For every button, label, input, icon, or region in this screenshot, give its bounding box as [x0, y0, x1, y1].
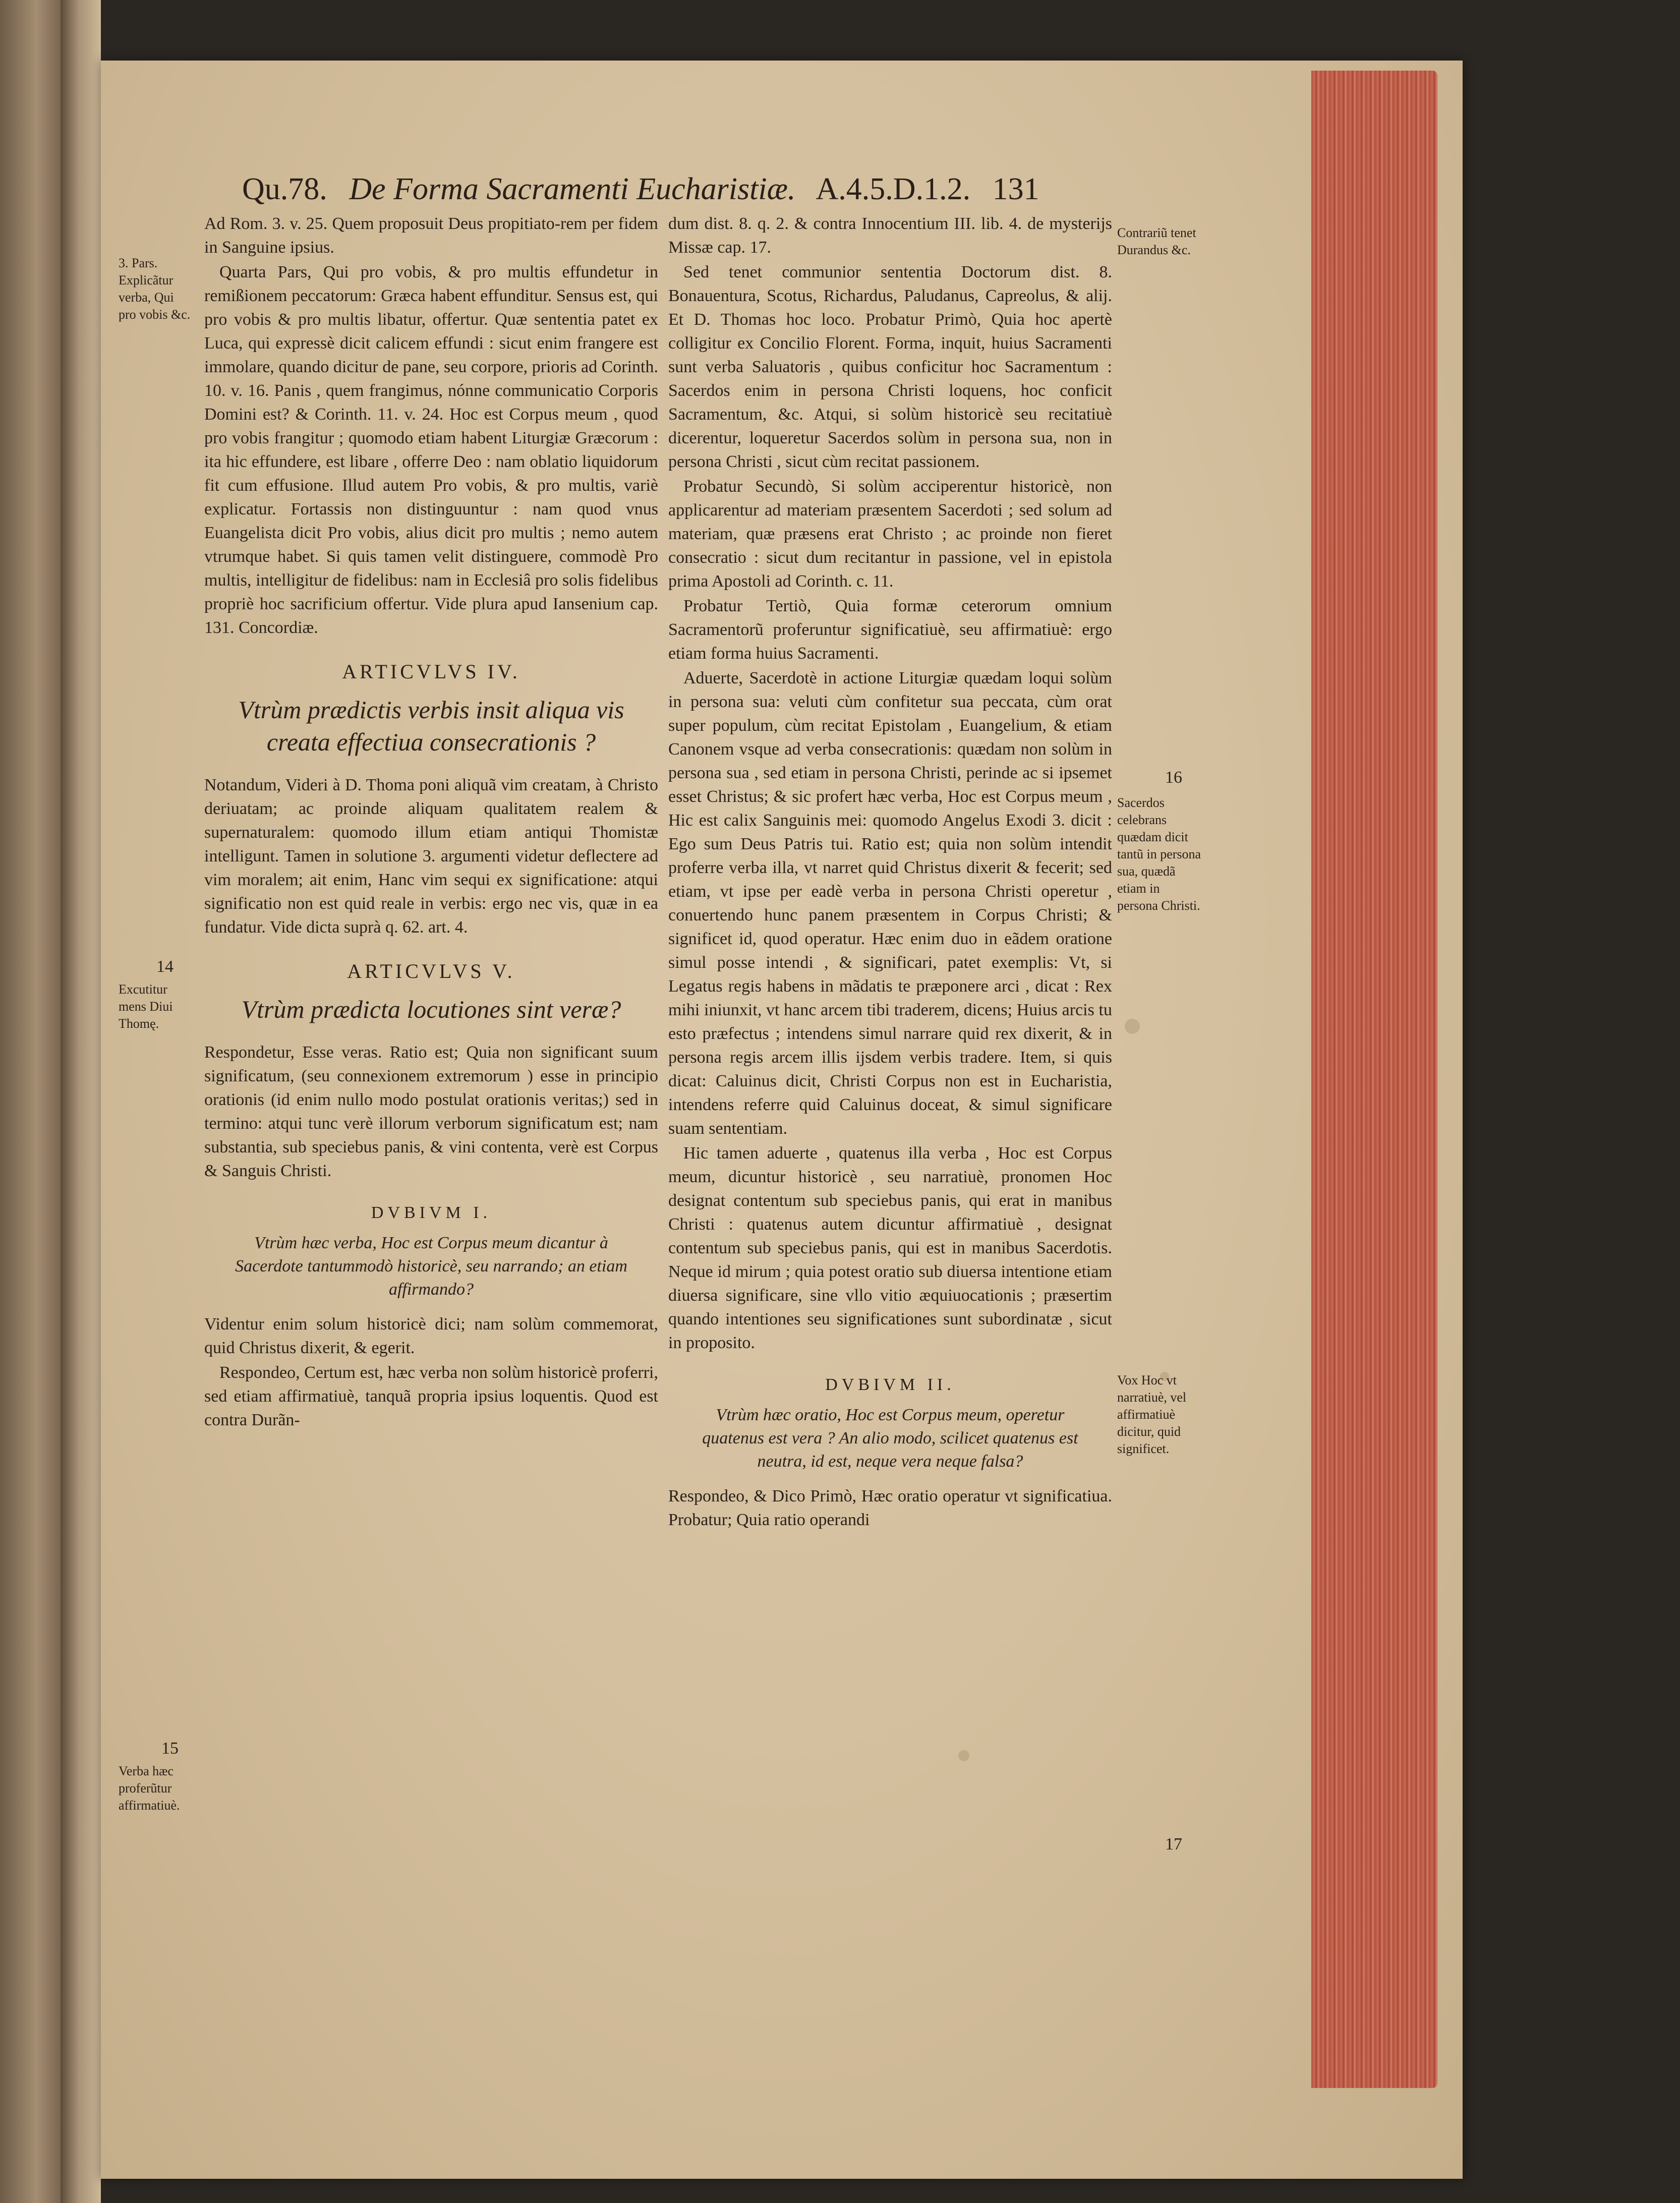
- paragraph: Ad Rom. 3. v. 25. Quem proposuit Deus propitiato-rem per fidem in Sanguine ipsius.: [204, 214, 658, 257]
- paragraph: Aduerte, Sacerdotè in actione Liturgiæ quædam loqui solùm in persona sua: veluti cùm confitetur sua peccata, cùm orat super populum, cùm recitat Epistolam , Euangelium, & etiam Canonem vsque ad verba consecrationis: quædam non solùm in persona sua , sed etiam in persona Christi, perinde ac si ipsemet esset Christus; & sic profert hæc verba, Hoc est Corpus meum , Hic est calix Sanguinis mei: quomodo Angelus Exodi 3. dicit : Ego sum Deus Patris tui. Ratio est; quia non solùm intendit proferre verba illa, vt narret quid Christus dixerit & fecerit; sed etiam, vt ipse per eadè verba in persona Christi operetur , conuertendo hunc panem præsentem in Corpus Christi; & significet id, quod operatur. Hæc enim duo in eãdem oratione simul posse intendi , & significari, patet exemplis: Vt, si Legatus regis habens in mãdatis te præponere arci , dicat : Rex mihi iniunxit, vt hanc arcem tibi traderem, dicens; Huius arcis tu esto præfectus ; intendens simul narrare quid rex dixerit, & in persona regis arcem illis ijsdem verbis tradere. Item, si quis dicat: Caluinus dicit, Christi Corpus non est in Eucharistia, intendens referre quid Caluinus doceat, & simul significare suam sententiam.: [668, 669, 1112, 1138]
- previous-page-edge: [0, 0, 61, 2203]
- dubium-heading: DVBIVM II.: [825, 1375, 955, 1394]
- paper-stain: [1125, 1019, 1140, 1034]
- margin-number: 17: [1165, 1835, 1182, 1853]
- left-text-column: [204, 212, 658, 1433]
- dubium-heading: DVBIVM I.: [371, 1203, 492, 1222]
- dubium-question: Vtrùm hæc oratio, Hoc est Corpus meum, operetur quatenus est vera ? An alio modo, scilicet quatenus est neutra, id est, neque vera neque falsa?: [702, 1406, 1078, 1471]
- dubium-question: Vtrùm hæc verba, Hoc est Corpus meum dicantur à Sacerdote tantummodò historicè, seu narrando; an etiam affirmando?: [235, 1234, 627, 1299]
- margin-note-right: Contrariũ tenet Durandus &c.: [1117, 225, 1196, 257]
- paragraph: Hic tamen aduerte , quatenus illa verba , Hoc est Corpus meum, dicuntur historicè , seu narratiuè, pronomen Hoc designat contentum sub speciebus panis, qui erat in manibus Christi : quatenus autem dicuntur affirmatiuè , designat contentum sub speciebus panis, qui est in manibus Sacerdotis. Neque id mirum ; quia potest oratio sub diuersa intentione etiam diuersa significare, sine vllo vitio æquiuocationis ; præsertim quando intentiones seu significationes sunt subordinatæ , sicut in proposito.: [668, 1144, 1112, 1352]
- article-reference: A.4.5.D.1.2.: [816, 172, 971, 206]
- paragraph: Respondetur, Esse veras. Ratio est; Quia non significant suum significatum, (seu connexionem extremorum ) esse in principio orationis (id enim nullo modo postulat orationis veritas;) sed in termino: atqui tunc verè illorum verborum significatum est; nam substantia, sub speciebus panis, & vini contenta, verè est Corpus & Sanguis Christi.: [204, 1043, 658, 1180]
- book-gutter: [61, 0, 101, 2203]
- page-number: 131: [992, 172, 1039, 206]
- right-text-column: [668, 212, 1112, 1533]
- margin-note-left: 3. Pars. Explicãtur verba, Qui pro vobis &c.: [119, 256, 191, 322]
- margin-number: 14: [156, 957, 173, 976]
- paragraph: Sed tenet communior sententia Doctorum dist. 8. Bonauentura, Scotus, Richardus, Paludanus, Capreolus, & alij. Et D. Thomas hoc loco. Probatur Primò, Quia hoc apertè colligitur ex Concilio Florent. Forma, inquit, huius Sacramenti sunt verba Saluatoris , quibus conficitur hoc Sacramentum : Sacerdos enim in persona Christi loquens, hoc conficit Sacramentum, &c. Atqui, si solùm historicè seu recitatiuè dicerentur, loqueretur Sacerdos solùm in persona sua, non in persona Christi , sicut cùm recitat passionem.: [668, 263, 1112, 471]
- header-title: De Forma Sacramenti Eucharistiæ.: [349, 172, 796, 206]
- margin-number: 16: [1165, 768, 1182, 787]
- margin-note-right: Sacerdos celebrans quædam dicit tantũ in persona sua, quædã etiam in persona Christi.: [1117, 795, 1201, 913]
- margin-number: 15: [161, 1739, 179, 1758]
- paragraph: Probatur Tertiò, Quia formæ ceterorum omnium Sacramentorũ proferuntur significatiuè, seu affirmatiuè: ergo etiam forma huius Sacramenti.: [668, 597, 1112, 663]
- margin-note-left: Verba hæc proferũtur affirmatiuè.: [119, 1764, 180, 1813]
- paragraph: Notandum, Videri à D. Thoma poni aliquã vim creatam, à Christo deriuatam; ac proinde aliquam qualitatem realem & supernaturalem: quomodo illum etiam antiqui Thomistæ intelligunt. Tamen in solutione 3. argumenti videtur deflectere ad vim moralem; ait enim, Hanc vim sequi ex significatione: atqui significatio non est quid reale in verbis: ergo nec vis, quæ in ea fundatur. Vide dicta suprà q. 62. art. 4.: [204, 776, 658, 937]
- question-number: Qu.78.: [242, 172, 327, 206]
- article-heading: ARTICVLVS IV.: [342, 660, 520, 683]
- paragraph: Probatur Secundò, Si solùm acciperentur historicè, non applicarentur ad materiam præsentem Sacerdoti ; sed solum ad materiam, quæ præsens erat Christo ; ac proinde non fieret consecratio : sicut dum recitantur in passione, vel in epistola prima Apostoli ad Corinth. c. 11.: [668, 477, 1112, 591]
- margin-note-right: Vox Hoc vt narratiuè, vel affirmatiuè dicitur, quid significet.: [1117, 1373, 1187, 1456]
- margin-note-left: Excutitur mens Diui Thomę.: [119, 982, 173, 1031]
- paragraph: Videntur enim solum historicè dici; nam solùm commemorat, quid Christus dixerit, & egerit.: [204, 1315, 658, 1357]
- running-header: [242, 166, 1150, 212]
- article-heading: ARTICVLVS V.: [347, 960, 515, 982]
- article-question: Vtrùm prædictis verbis insit aliqua vis creata effectiua consecrationis ?: [238, 695, 624, 756]
- article-question: Vtrùm prædicta locutiones sint veræ?: [241, 995, 621, 1023]
- paper-stain: [958, 1750, 969, 1761]
- red-page-edges: [1311, 71, 1437, 2088]
- paragraph: Respondeo, & Dico Primò, Hæc oratio operatur vt significatiua. Probatur; Quia ratio operandi: [668, 1487, 1112, 1529]
- paragraph: dum dist. 8. q. 2. & contra Innocentium III. lib. 4. de mysterijs Missæ cap. 17.: [668, 214, 1112, 257]
- paragraph: Quarta Pars, Qui pro vobis, & pro multis effundetur in remißionem peccatorum: Græca habent effunditur. Sensus est, qui pro vobis & pro multis libatur, offertur. Quæ sententia patet ex Luca, qui expressè dicit calicem effundi : sicut enim frangere est immolare, quando dicitur de pane, seu corpore, prioris ad Corinth. 10. v. 16. Panis , quem frangimus, nónne communicatio Corporis Domini est? & Corinth. 11. v. 24. Hoc est Corpus meum , quod pro vobis frangitur ; quomodo etiam habent Liturgiæ Græcorum : ita hic effundere, est libare , offerre Deo : nam oblatio liquidorum fit cum effusione. Illud autem Pro vobis, & pro multis, variè explicatur. Fortassis non distinguuntur : nam quod vnus Euangelista dicit Pro vobis, alius dicit pro multis ; nemo autem vtrumque habet. Si quis tamen velit distinguere, commodè Pro multis, intelligitur de fidelibus: nam in Ecclesiâ pro solis fidelibus propriè hoc sacrificium offertur. Vide plura apud Iansenium cap. 131. Concordiæ.: [204, 263, 658, 637]
- paragraph: Respondeo, Certum est, hæc verba non solùm historicè proferri, sed etiam affirmatiuè, tanquã propria ipsius loquentis. Quod est contra Durãn-: [204, 1363, 658, 1429]
